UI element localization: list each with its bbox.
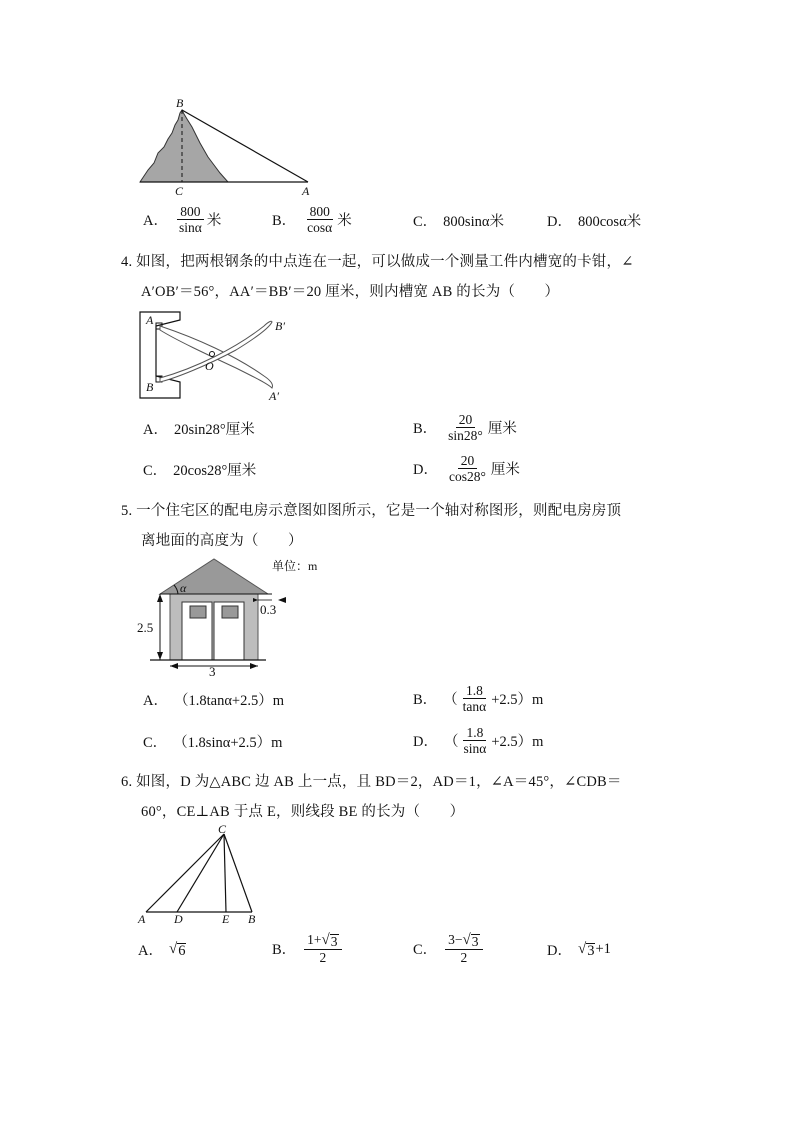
segment-cd: [177, 834, 224, 912]
q5-text-line1: 5. 一个住宅区的配电房示意图如图所示，它是一个轴对称图形，则配电房房顶: [121, 503, 622, 519]
height-arrow-top: [157, 594, 163, 602]
label-d: D: [174, 912, 183, 926]
q3-option-a: A． $\frac{800}{\sin\alpha}$ 米: [143, 204, 222, 235]
q4-text-line2: A′OB′＝56°，AA′＝BB′＝20 厘米，则内槽宽 AB 的长为（ ）: [141, 284, 560, 300]
q3-option-c: C． 800sinα米: [413, 214, 504, 230]
label-o: O: [205, 359, 214, 373]
q5-house-figure: [134, 556, 334, 678]
q4-option-c: C． 20cos28°厘米: [143, 463, 257, 479]
q3-option-b: B． $\frac{800}{\cos\alpha}$ 米: [272, 204, 352, 235]
label-c: C: [175, 184, 184, 198]
q6-option-a: A． √ 6: [138, 940, 186, 959]
q4-option-a: A． 20sin28°厘米: [143, 422, 255, 438]
label-alpha: α: [180, 581, 187, 595]
width-arrow-right: [250, 663, 258, 669]
q5-text-line2: 离地面的高度为（ ）: [141, 533, 303, 549]
segment-ce: [224, 834, 226, 912]
label-a: A: [302, 184, 310, 198]
label-unit: 单位：m: [272, 559, 318, 573]
q3-figure: [130, 95, 320, 200]
q5-option-b: B． （ $\frac{1.8}{\tan\alpha}$ +2.5）m: [413, 683, 544, 714]
height-arrow-bottom: [157, 652, 163, 660]
segment-cb: [224, 834, 252, 912]
label-a: A: [146, 313, 154, 327]
width-arrow-left: [170, 663, 178, 669]
label-eave: 0.3: [260, 602, 277, 617]
label-aprime: A′: [269, 389, 279, 403]
eave-arrow-out: [278, 597, 286, 603]
label-b: B: [146, 380, 154, 394]
label-b: B: [248, 912, 256, 926]
label-bprime: B′: [275, 319, 285, 333]
pivot-o: [210, 352, 215, 357]
label-a: A: [138, 912, 146, 926]
q6-triangle-figure: [136, 824, 266, 928]
mountain-shape: [140, 110, 228, 182]
q3-option-d: D． 800cosα米: [547, 214, 642, 230]
q6-option-b: B． 1+ √ 3 2: [272, 932, 344, 965]
q6-text-line2: 60°，CE⊥AB 于点 E，则线段 BE 的长为（ ）: [141, 804, 465, 820]
q4-caliper-figure: [136, 308, 296, 403]
segment-ac: [146, 834, 224, 912]
window-right: [222, 606, 238, 618]
label-e: E: [222, 912, 230, 926]
q4-text-line1: 4. 如图，把两根钢条的中点连在一起，可以做成一个测量工件内槽宽的卡钳，∠: [121, 254, 634, 270]
q5-option-d: D． （ $\frac{1.8}{\sin\alpha}$ +2.5）m: [413, 725, 544, 756]
q6-text-line1: 6. 如图，D 为△ABC 边 AB 上一点，且 BD＝2，AD＝1，∠A＝45°，∠CDB＝: [121, 774, 622, 790]
label-c: C: [218, 824, 227, 836]
sqrt-symbol: √ 3: [577, 940, 595, 959]
q4-option-d: D． $\frac{20}{\cos 28^\circ}$ 厘米: [413, 453, 520, 484]
q6-option-c: C． 3− √ 3 2: [413, 932, 485, 965]
label-width: 3: [209, 664, 216, 678]
q5-option-c: C． （1.8sinα+2.5）m: [143, 735, 283, 751]
q6-option-d: D． √ 3 +1: [547, 940, 611, 959]
label-b: B: [176, 96, 184, 110]
sqrt-symbol: √ 6: [168, 940, 186, 959]
q5-option-a: A． （1.8tanα+2.5）m: [143, 693, 285, 709]
window-left: [190, 606, 206, 618]
label-height: 2.5: [137, 620, 154, 635]
q4-option-b: B． $\frac{20}{\sin 28^\circ}$ 厘米: [413, 412, 517, 443]
